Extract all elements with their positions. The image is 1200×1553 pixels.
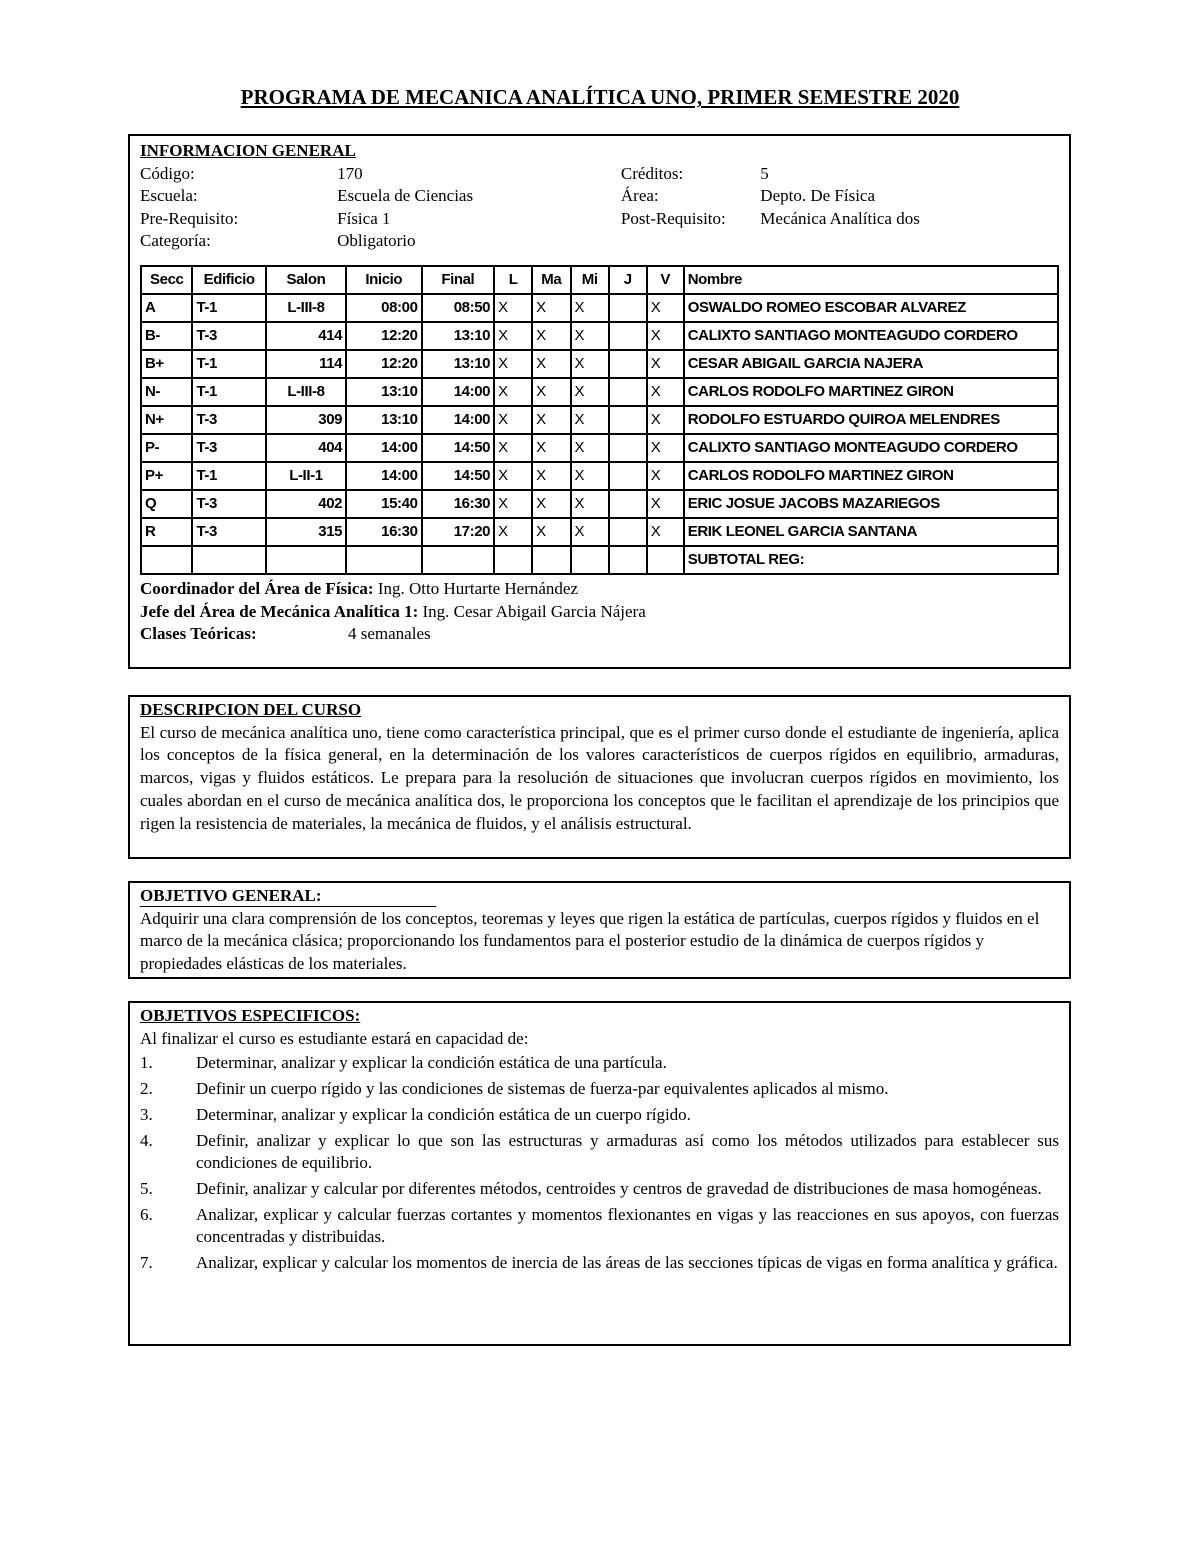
general-info-heading: INFORMACION GENERAL (140, 141, 356, 160)
table-cell: A (141, 294, 192, 322)
table-cell: X (571, 350, 609, 378)
table-cell: 404 (266, 434, 346, 462)
table-cell: T-3 (192, 322, 265, 350)
list-item-number: 2. (140, 1079, 153, 1099)
table-cell (609, 462, 647, 490)
table-cell: X (532, 322, 570, 350)
table-cell: 414 (266, 322, 346, 350)
table-cell: 309 (266, 406, 346, 434)
info-label: Pre-Requisito: (140, 208, 239, 228)
table-cell: 15:40 (346, 490, 421, 518)
table-cell: ERIK LEONEL GARCIA SANTANA (684, 518, 1058, 546)
info-row (140, 208, 1059, 231)
list-item-text: Determinar, analizar y explicar la condición estática de una partícula. (196, 1053, 667, 1073)
table-cell (192, 546, 265, 574)
table-cell: X (494, 378, 532, 406)
table-cell: X (571, 294, 609, 322)
info-value: Física 1 (337, 208, 391, 228)
table-cell: 14:50 (422, 462, 495, 490)
table-cell (609, 294, 647, 322)
info-value (760, 230, 1059, 253)
table-cell: X (532, 294, 570, 322)
coordinator-line (140, 578, 1059, 601)
general-objective-text: Adquirir una clara comprensión de los conceptos, teoremas y leyes que rigen la estática de partículas, cuerpos rígidos y fluidos en el marco de la mecánica clásica; proporcionando los fundamentos para el posterior estudio de la dinámica de cuerpos rígidos y propiedades elásticas de los materiales. (140, 908, 1040, 974)
coordinator-value: Ing. Otto Hurtarte Hernández (373, 579, 578, 599)
table-cell (609, 378, 647, 406)
table-cell (141, 546, 192, 574)
list-item (140, 1130, 1059, 1175)
info-value: Obligatorio (337, 231, 416, 251)
schedule-header-cell: Ma (532, 266, 570, 294)
table-cell: X (532, 490, 570, 518)
info-value: 170 (337, 163, 363, 183)
table-cell: X (532, 518, 570, 546)
table-cell (494, 546, 532, 574)
schedule-table (140, 265, 1059, 575)
table-cell: 16:30 (346, 518, 421, 546)
table-cell: X (647, 434, 684, 462)
table-cell (609, 490, 647, 518)
table-cell: L-III-8 (266, 378, 346, 406)
table-cell: X (494, 406, 532, 434)
table-row (141, 518, 1058, 546)
list-item-number: 4. (140, 1130, 153, 1150)
table-cell: X (647, 490, 684, 518)
table-cell: 402 (266, 490, 346, 518)
table-cell: T-1 (192, 378, 265, 406)
table-cell: X (647, 406, 684, 434)
table-cell: X (571, 434, 609, 462)
schedule-header-cell: Final (422, 266, 495, 294)
table-cell: X (571, 518, 609, 546)
table-cell: X (532, 350, 570, 378)
schedule-header-cell: L (494, 266, 532, 294)
table-cell: N+ (141, 406, 192, 434)
list-item-number: 5. (140, 1178, 153, 1198)
table-cell: 08:00 (346, 294, 421, 322)
classes-value: 4 semanales (348, 624, 431, 644)
table-cell: CARLOS RODOLFO MARTINEZ GIRON (684, 378, 1058, 406)
table-cell: X (494, 294, 532, 322)
head-label: Jefe del Área de Mecánica Analítica 1: (140, 601, 419, 621)
table-cell: T-1 (192, 294, 265, 322)
info-value: 5 (760, 163, 769, 183)
table-cell: X (571, 462, 609, 490)
table-cell: X (494, 434, 532, 462)
list-item (140, 1178, 1059, 1201)
table-cell: 14:00 (422, 406, 495, 434)
info-label: Escuela: (140, 186, 198, 206)
schedule-header-cell: Mi (571, 266, 609, 294)
table-cell: X (494, 350, 532, 378)
table-cell: B- (141, 322, 192, 350)
info-label: Código: (140, 163, 195, 183)
info-label: Área: (620, 186, 659, 206)
table-cell: X (647, 294, 684, 322)
list-item-text: Definir, analizar y calcular por diferentes métodos, centroides y centros de gravedad de distribuciones de masa homogéneas. (196, 1178, 1042, 1198)
info-label: Post-Requisito: (620, 208, 726, 228)
general-info-rows (140, 163, 1059, 253)
list-item (140, 1104, 1059, 1127)
table-cell: 114 (266, 350, 346, 378)
table-cell: 13:10 (346, 378, 421, 406)
table-cell: T-1 (192, 462, 265, 490)
table-cell: X (532, 462, 570, 490)
list-item-number: 3. (140, 1104, 153, 1124)
info-value: Mecánica Analítica dos (760, 208, 920, 228)
schedule-header-cell: Secc (141, 266, 192, 294)
description-heading: DESCRIPCION DEL CURSO (140, 700, 362, 719)
table-cell: CALIXTO SANTIAGO MONTEAGUDO CORDERO (684, 322, 1058, 350)
table-cell: T-3 (192, 434, 265, 462)
table-cell: CARLOS RODOLFO MARTINEZ GIRON (684, 462, 1058, 490)
table-cell: T-1 (192, 350, 265, 378)
table-row (141, 406, 1058, 434)
table-cell: X (532, 406, 570, 434)
table-cell: 14:50 (422, 434, 495, 462)
schedule-header-cell: Nombre (684, 266, 1058, 294)
list-item (140, 1204, 1059, 1249)
table-cell: X (494, 490, 532, 518)
table-cell (609, 350, 647, 378)
table-cell: R (141, 518, 192, 546)
table-row (141, 294, 1058, 322)
table-cell (609, 322, 647, 350)
head-line (140, 601, 1059, 624)
list-item-text: Definir, analizar y explicar lo que son las estructuras y armaduras así como los métodos utilizados para establecer sus condiciones de equilibrio. (196, 1130, 1059, 1173)
table-row (141, 490, 1058, 518)
table-cell (609, 434, 647, 462)
table-cell: X (647, 350, 684, 378)
schedule-header-cell: Edificio (192, 266, 265, 294)
table-cell (647, 546, 684, 574)
table-cell: OSWALDO ROMEO ESCOBAR ALVAREZ (684, 294, 1058, 322)
subtotal-label: SUBTOTAL REG: (684, 546, 1058, 574)
specific-objectives-intro: Al finalizar el curso es estudiante estará en capacidad de: (140, 1028, 529, 1048)
description-section (128, 695, 1071, 859)
classes-line (140, 623, 1059, 646)
table-cell: 12:20 (346, 350, 421, 378)
table-cell: X (494, 518, 532, 546)
table-cell (609, 406, 647, 434)
coordinator-label: Coordinador del Área de Física: (140, 579, 374, 599)
list-item (140, 1078, 1059, 1101)
table-cell (532, 546, 570, 574)
general-objective-heading: OBJETIVO GENERAL: (140, 886, 436, 907)
info-value: Depto. De Física (760, 186, 876, 206)
subtotal-row (141, 546, 1058, 574)
table-cell (346, 546, 421, 574)
specific-objectives-heading: OBJETIVOS ESPECIFICOS: (140, 1006, 361, 1025)
info-row (140, 230, 1059, 253)
table-row (141, 350, 1058, 378)
table-cell: 13:10 (422, 350, 495, 378)
schedule-body (141, 294, 1058, 574)
info-value: Escuela de Ciencias (337, 186, 474, 206)
table-cell: 16:30 (422, 490, 495, 518)
general-info-section (128, 134, 1071, 669)
table-cell: B+ (141, 350, 192, 378)
description-text: El curso de mecánica analítica uno, tiene como característica principal, que es el primer curso donde el estudiante de ingeniería, aplica los conceptos de la física general, en la determinación de los valores característicos de cuerpos rígidos en equilibrio, armaduras, marcos, vigas y fluidos estáticos. Le prepara para la resolución de situaciones que involucran cuerpos rígidos en movimiento, los cuales abordan en el curso de mecánica analítica dos, le proporciona los conceptos que le facilitan el aprendizaje de los principios que rigen la resistencia de materiales, la mecánica de fluidos, y el análisis estructural. (140, 722, 1059, 833)
table-cell: X (571, 490, 609, 518)
table-cell: 13:10 (346, 406, 421, 434)
table-row (141, 322, 1058, 350)
list-item-text: Definir un cuerpo rígido y las condiciones de sistemas de fuerza-par equivalentes aplicados al mismo. (196, 1079, 889, 1099)
table-cell: 12:20 (346, 322, 421, 350)
info-label: Categoría: (140, 231, 211, 251)
list-item-text: Analizar, explicar y calcular los momentos de inercia de las áreas de las secciones típicas de vigas en forma analítica y gráfica. (196, 1253, 1058, 1273)
general-objective-section (128, 881, 1071, 979)
table-row (141, 378, 1058, 406)
table-cell (609, 518, 647, 546)
table-cell: 14:00 (346, 434, 421, 462)
table-cell: X (571, 322, 609, 350)
table-cell: L-III-8 (266, 294, 346, 322)
table-cell: P- (141, 434, 192, 462)
table-cell: 14:00 (346, 462, 421, 490)
table-cell: P+ (141, 462, 192, 490)
schedule-header-cell: V (647, 266, 684, 294)
list-item-text: Determinar, analizar y explicar la condición estática de un cuerpo rígido. (196, 1104, 691, 1124)
table-cell (571, 546, 609, 574)
info-label: Créditos: (620, 163, 684, 183)
table-cell: RODOLFO ESTUARDO QUIROA MELENDRES (684, 406, 1058, 434)
table-cell: T-3 (192, 518, 265, 546)
table-cell: T-3 (192, 490, 265, 518)
list-item-number: 7. (140, 1253, 153, 1273)
specific-objectives-list (140, 1052, 1059, 1274)
table-cell: X (647, 322, 684, 350)
table-cell: Q (141, 490, 192, 518)
table-cell (266, 546, 346, 574)
table-cell: 08:50 (422, 294, 495, 322)
head-value: Ing. Cesar Abigail Garcia Nájera (418, 601, 646, 621)
info-label (621, 230, 760, 253)
table-cell: N- (141, 378, 192, 406)
table-cell (609, 546, 647, 574)
table-cell: X (571, 378, 609, 406)
schedule-header-cell: Salon (266, 266, 346, 294)
course-staff (140, 578, 1059, 646)
schedule-header-row (141, 266, 1058, 294)
list-item (140, 1252, 1059, 1275)
table-cell: CESAR ABIGAIL GARCIA NAJERA (684, 350, 1058, 378)
table-cell: CALIXTO SANTIAGO MONTEAGUDO CORDERO (684, 434, 1058, 462)
table-cell: 13:10 (422, 322, 495, 350)
table-cell: X (647, 462, 684, 490)
table-cell: 14:00 (422, 378, 495, 406)
table-cell: ERIC JOSUE JACOBS MAZARIEGOS (684, 490, 1058, 518)
info-row (140, 185, 1059, 208)
list-item-number: 6. (140, 1204, 153, 1224)
classes-label: Clases Teóricas: (140, 624, 257, 644)
table-cell: X (532, 434, 570, 462)
table-cell: X (647, 518, 684, 546)
table-cell: X (571, 406, 609, 434)
table-cell: X (494, 322, 532, 350)
table-cell: X (532, 378, 570, 406)
table-row (141, 462, 1058, 490)
table-cell: X (494, 462, 532, 490)
specific-objectives-section (128, 1001, 1071, 1346)
list-item-number: 1. (140, 1053, 153, 1073)
table-cell (422, 546, 495, 574)
table-cell: 17:20 (422, 518, 495, 546)
page-title: PROGRAMA DE MECANICA ANALÍTICA UNO, PRIMER SEMESTRE 2020 (240, 85, 960, 109)
list-item-text: Analizar, explicar y calcular fuerzas cortantes y momentos flexionantes en vigas y las reacciones en sus apoyos, con fuerzas concentradas y distribuidas. (196, 1204, 1059, 1247)
table-row (141, 434, 1058, 462)
info-row (140, 163, 1059, 186)
table-cell: X (647, 378, 684, 406)
table-cell: T-3 (192, 406, 265, 434)
table-cell: L-II-1 (266, 462, 346, 490)
list-item (140, 1052, 1059, 1075)
table-cell: 315 (266, 518, 346, 546)
schedule-header-cell: Inicio (346, 266, 421, 294)
schedule-header-cell: J (609, 266, 647, 294)
